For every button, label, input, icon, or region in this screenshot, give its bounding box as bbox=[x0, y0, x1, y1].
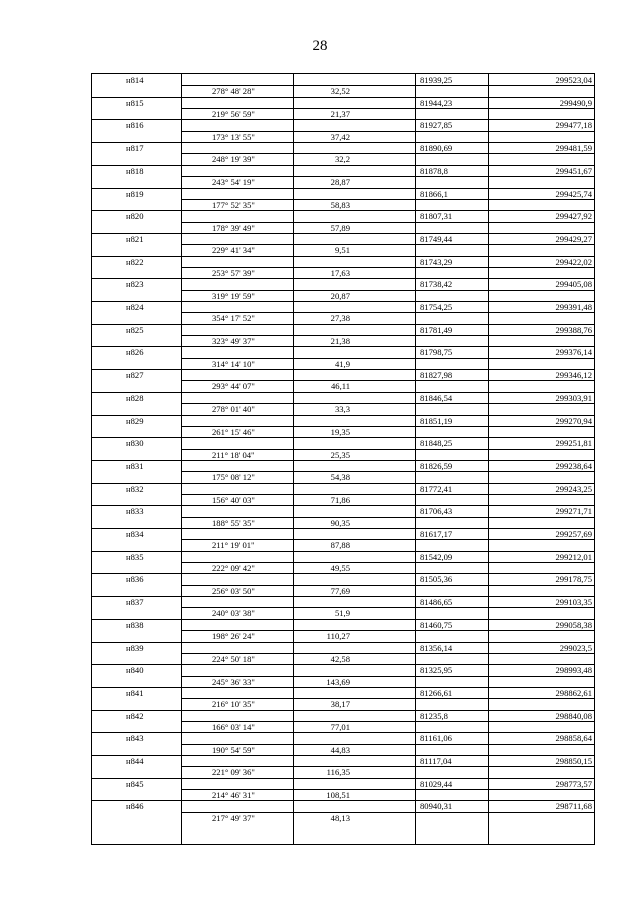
coordinate-x: 81325,95 bbox=[420, 665, 453, 676]
coordinate-y: 299427,92 bbox=[555, 211, 592, 222]
point-name: н836 bbox=[126, 574, 144, 585]
direction-angle: 224° 50' 18" bbox=[212, 653, 255, 664]
direction-angle: 245° 36' 33" bbox=[212, 676, 255, 687]
segment-length: 17,63 bbox=[330, 267, 350, 278]
coordinate-x: 81029,44 bbox=[420, 778, 453, 789]
coordinate-x: 81161,06 bbox=[420, 733, 452, 744]
direction-angle: 188° 55' 35" bbox=[212, 517, 255, 528]
point-name: н828 bbox=[126, 392, 144, 403]
coordinate-x: 81826,59 bbox=[420, 460, 453, 471]
segment-length: 44,83 bbox=[330, 744, 350, 755]
coordinate-y: 299388,76 bbox=[555, 324, 592, 335]
point-name: н831 bbox=[126, 460, 144, 471]
point-name: н835 bbox=[126, 551, 144, 562]
direction-angle: 217° 49' 37" bbox=[212, 812, 255, 823]
point-name: н822 bbox=[126, 256, 144, 267]
segment-length: 32,2 bbox=[334, 154, 350, 165]
direction-angle: 219° 56' 59" bbox=[212, 109, 255, 120]
direction-angle: 216° 10' 35" bbox=[212, 699, 255, 710]
coordinate-y: 299490,9 bbox=[559, 97, 592, 108]
point-name: н826 bbox=[126, 347, 144, 358]
coordinate-y: 299243,25 bbox=[555, 483, 592, 494]
table-row bbox=[92, 142, 594, 165]
segment-length: 49,55 bbox=[330, 563, 350, 574]
coordinate-x: 81460,75 bbox=[420, 619, 453, 630]
coordinate-y: 299477,18 bbox=[555, 120, 592, 131]
table-row bbox=[92, 301, 594, 324]
table-row bbox=[92, 460, 594, 483]
segment-length: 110,27 bbox=[326, 631, 350, 642]
coordinate-y: 299178,75 bbox=[555, 574, 592, 585]
coordinate-y: 299451,67 bbox=[555, 165, 592, 176]
point-name: н814 bbox=[126, 75, 144, 85]
point-name: н832 bbox=[126, 483, 144, 494]
point-name: н823 bbox=[126, 279, 144, 290]
coordinate-x: 81749,44 bbox=[420, 233, 453, 244]
segment-length: 19,35 bbox=[330, 426, 350, 437]
segment-length: 143,69 bbox=[326, 676, 350, 687]
table-row bbox=[92, 97, 594, 120]
segment-length: 90,35 bbox=[330, 517, 350, 528]
coordinate-x: 81772,41 bbox=[420, 483, 453, 494]
point-name: н830 bbox=[126, 438, 144, 449]
direction-angle: 221° 09' 36" bbox=[212, 767, 255, 778]
direction-angle: 229° 41' 34" bbox=[212, 245, 255, 256]
coordinate-y: 299238,64 bbox=[555, 460, 592, 471]
table-row bbox=[92, 664, 594, 687]
point-name: н842 bbox=[126, 710, 144, 721]
table-row bbox=[92, 619, 594, 642]
segment-length: 48,13 bbox=[330, 812, 350, 823]
segment-length: 41,9 bbox=[334, 358, 350, 369]
coordinate-x: 81117,04 bbox=[420, 756, 452, 766]
coordinate-x: 81890,69 bbox=[420, 143, 453, 154]
coordinate-y: 299422,02 bbox=[555, 256, 592, 267]
point-name: н821 bbox=[126, 233, 144, 244]
direction-angle: 253° 57' 39" bbox=[212, 267, 255, 278]
coordinate-y: 299103,35 bbox=[555, 597, 592, 608]
point-name: н837 bbox=[126, 597, 144, 608]
point-name: н824 bbox=[126, 302, 144, 312]
direction-angle: 278° 01' 40" bbox=[212, 404, 255, 415]
table-row bbox=[92, 437, 594, 460]
segment-length: 37,42 bbox=[330, 131, 350, 142]
coordinate-x: 81235,8 bbox=[420, 710, 448, 721]
coordinate-y: 298862,61 bbox=[555, 687, 592, 698]
coordinate-x: 81743,29 bbox=[420, 256, 453, 267]
coordinate-x: 81827,98 bbox=[420, 370, 453, 381]
coordinate-y: 299251,81 bbox=[555, 438, 592, 449]
coordinate-y: 299376,14 bbox=[555, 347, 592, 358]
direction-angle: 293° 44' 07" bbox=[212, 381, 255, 392]
segment-length: 9,51 bbox=[334, 245, 350, 256]
point-name: н827 bbox=[126, 370, 144, 381]
segment-length: 77,69 bbox=[330, 585, 350, 596]
point-name: н834 bbox=[126, 529, 144, 539]
point-name: н844 bbox=[126, 756, 144, 766]
coordinate-y: 298840,08 bbox=[555, 710, 592, 721]
segment-length: 46,11 bbox=[330, 381, 350, 392]
table-row bbox=[92, 505, 594, 528]
table-row bbox=[92, 778, 594, 801]
direction-angle: 222° 09' 42" bbox=[212, 563, 255, 574]
coordinate-x: 81848,25 bbox=[420, 438, 453, 449]
coordinate-x: 81505,36 bbox=[420, 574, 453, 585]
coordinate-y: 298993,48 bbox=[555, 665, 592, 676]
coordinate-x: 81944,23 bbox=[420, 97, 453, 108]
coordinate-y: 298773,57 bbox=[555, 778, 592, 789]
point-name: н838 bbox=[126, 619, 144, 630]
coordinate-y: 299523,04 bbox=[555, 75, 592, 85]
table-row bbox=[92, 551, 594, 574]
direction-angle: 177° 52' 35" bbox=[212, 199, 255, 210]
coordinate-y: 299257,69 bbox=[555, 529, 592, 539]
coordinate-y: 299023,5 bbox=[559, 642, 592, 653]
coordinate-x: 81878,8 bbox=[420, 165, 448, 176]
direction-angle: 211° 19' 01" bbox=[212, 540, 255, 551]
coordinate-x: 81486,65 bbox=[420, 597, 453, 608]
direction-angle: 323° 49' 37" bbox=[212, 336, 255, 347]
table-row bbox=[92, 233, 594, 256]
direction-angle: 261° 15' 46" bbox=[212, 426, 255, 437]
point-name: н816 bbox=[126, 120, 144, 131]
segment-length: 20,87 bbox=[330, 290, 350, 301]
coordinate-x: 81866,1 bbox=[420, 188, 448, 199]
coordinate-y: 299425,74 bbox=[555, 188, 592, 199]
segment-length: 116,35 bbox=[326, 767, 350, 778]
point-name: н840 bbox=[126, 665, 144, 676]
coordinate-x: 81266,61 bbox=[420, 687, 453, 698]
coordinate-y: 298858,64 bbox=[555, 733, 592, 744]
direction-angle: 314° 14' 10" bbox=[212, 358, 255, 369]
direction-angle: 175° 08' 12" bbox=[212, 472, 255, 483]
point-name: н820 bbox=[126, 211, 144, 222]
coordinate-x: 81356,14 bbox=[420, 642, 453, 653]
coordinate-x: 81851,19 bbox=[420, 415, 453, 426]
direction-angle: 319° 19' 59" bbox=[212, 290, 255, 301]
coordinate-x: 81846,54 bbox=[420, 392, 453, 403]
page-number: 28 bbox=[312, 38, 328, 54]
direction-angle: 248° 19' 39" bbox=[212, 154, 255, 165]
coordinate-y: 299346,12 bbox=[555, 370, 592, 381]
segment-length: 87,88 bbox=[330, 540, 350, 551]
segment-length: 32,52 bbox=[330, 86, 350, 97]
coordinate-y: 299270,94 bbox=[555, 415, 592, 426]
coordinate-x: 81542,09 bbox=[420, 551, 453, 562]
coordinate-x: 81807,31 bbox=[420, 211, 453, 222]
coordinate-x: 81706,43 bbox=[420, 506, 453, 517]
table-row bbox=[92, 188, 594, 211]
point-name: н829 bbox=[126, 415, 144, 426]
coordinate-y: 299212,01 bbox=[555, 551, 592, 562]
coordinates-table bbox=[91, 73, 595, 845]
segment-length: 77,01 bbox=[330, 721, 350, 732]
coordinate-y: 299303,91 bbox=[555, 392, 592, 403]
point-name: н841 bbox=[126, 687, 144, 698]
segment-length: 21,37 bbox=[330, 109, 350, 120]
table-row bbox=[92, 256, 594, 279]
table-row bbox=[92, 755, 594, 778]
direction-angle: 256° 03' 50" bbox=[212, 585, 255, 596]
table-row bbox=[92, 392, 594, 415]
table-row bbox=[92, 165, 594, 188]
table-row bbox=[92, 732, 594, 755]
direction-angle: 198° 26' 24" bbox=[212, 631, 255, 642]
coordinate-y: 299271,71 bbox=[555, 506, 592, 517]
segment-length: 71,86 bbox=[330, 494, 350, 505]
coordinate-y: 299391,48 bbox=[555, 302, 592, 312]
segment-length: 108,51 bbox=[326, 790, 350, 801]
coordinate-x: 81738,42 bbox=[420, 279, 453, 290]
coordinate-x: 81754,25 bbox=[420, 302, 453, 312]
direction-angle: 156° 40' 03" bbox=[212, 494, 255, 505]
table-row bbox=[92, 346, 594, 369]
segment-length: 33,3 bbox=[334, 404, 350, 415]
table-row bbox=[92, 74, 594, 97]
coordinate-x: 81781,49 bbox=[420, 324, 453, 335]
direction-angle: 173° 13' 55" bbox=[212, 131, 255, 142]
point-name: н817 bbox=[126, 143, 144, 154]
table-row bbox=[92, 800, 594, 823]
coordinate-y: 299058,38 bbox=[555, 619, 592, 630]
table-row bbox=[92, 324, 594, 347]
segment-length: 25,35 bbox=[330, 449, 350, 460]
table-row bbox=[92, 278, 594, 301]
point-name: н846 bbox=[126, 801, 144, 812]
point-name: н815 bbox=[126, 97, 144, 108]
table-row bbox=[92, 528, 594, 551]
direction-angle: 354° 17' 52" bbox=[212, 313, 255, 324]
direction-angle: 166° 03' 14" bbox=[212, 721, 255, 732]
direction-angle: 178° 39' 49" bbox=[212, 222, 255, 233]
point-name: н843 bbox=[126, 733, 144, 744]
segment-length: 28,87 bbox=[330, 177, 350, 188]
direction-angle: 278° 48' 28" bbox=[212, 86, 255, 97]
point-name: н825 bbox=[126, 324, 144, 335]
coordinate-x: 81798,75 bbox=[420, 347, 453, 358]
table-row bbox=[92, 415, 594, 438]
point-name: н839 bbox=[126, 642, 144, 653]
segment-length: 42,58 bbox=[330, 653, 350, 664]
direction-angle: 214° 46' 31" bbox=[212, 790, 255, 801]
coordinate-y: 299429,27 bbox=[555, 233, 592, 244]
table-row bbox=[92, 573, 594, 596]
table-row bbox=[92, 687, 594, 710]
coordinate-x: 81939,25 bbox=[420, 75, 453, 85]
coordinate-x: 80940,31 bbox=[420, 801, 453, 812]
coordinate-y: 298711,68 bbox=[555, 801, 592, 812]
table-row bbox=[92, 642, 594, 665]
table-row bbox=[92, 210, 594, 233]
segment-length: 38,17 bbox=[330, 699, 350, 710]
point-name: н833 bbox=[126, 506, 144, 517]
coordinate-y: 298850,15 bbox=[555, 756, 592, 766]
segment-length: 51,9 bbox=[334, 608, 350, 619]
direction-angle: 243° 54' 19" bbox=[212, 177, 255, 188]
coordinate-x: 81617,17 bbox=[420, 529, 453, 539]
coordinate-x: 81927,85 bbox=[420, 120, 453, 131]
table-row bbox=[92, 710, 594, 733]
coordinate-y: 299481,59 bbox=[555, 143, 592, 154]
table-row bbox=[92, 483, 594, 506]
segment-length: 21,38 bbox=[330, 336, 350, 347]
segment-length: 27,38 bbox=[330, 313, 350, 324]
direction-angle: 190° 54' 59" bbox=[212, 744, 255, 755]
table-row bbox=[92, 596, 594, 619]
segment-length: 58,83 bbox=[330, 199, 350, 210]
direction-angle: 240° 03' 38" bbox=[212, 608, 255, 619]
table-row bbox=[92, 119, 594, 142]
segment-length: 57,89 bbox=[330, 222, 350, 233]
point-name: н818 bbox=[126, 165, 144, 176]
point-name: н819 bbox=[126, 188, 144, 199]
direction-angle: 211° 18' 04" bbox=[212, 449, 255, 460]
point-name: н845 bbox=[126, 778, 144, 789]
segment-length: 54,38 bbox=[330, 472, 350, 483]
coordinate-y: 299405,08 bbox=[555, 279, 592, 290]
table-row bbox=[92, 369, 594, 392]
